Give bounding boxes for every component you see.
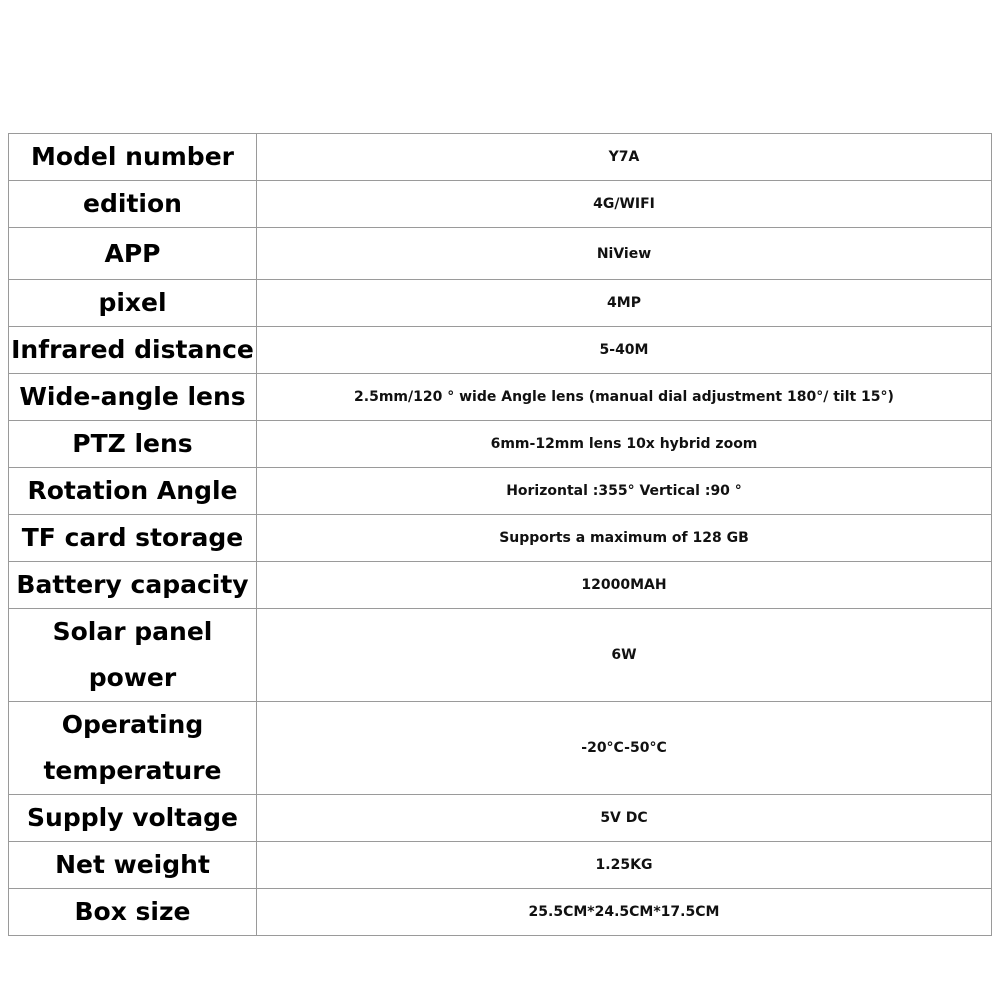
spec-label: pixel (9, 280, 257, 327)
spec-value: 2.5mm/120 ° wide Angle lens (manual dial adjustment 180°/ tilt 15°) (257, 374, 992, 421)
spec-row-battery-capacity (9, 562, 992, 609)
spec-label: Battery capacity (9, 562, 257, 609)
spec-table (8, 133, 992, 936)
spec-label: Net weight (9, 842, 257, 889)
spec-row-solar-panel-power (9, 609, 992, 702)
spec-row-supply-voltage (9, 795, 992, 842)
spec-value: 4G/WIFI (257, 181, 992, 228)
spec-label: edition (9, 181, 257, 228)
spec-value: Y7A (257, 134, 992, 181)
spec-row-rotation-angle (9, 468, 992, 515)
spec-row-ptz-lens (9, 421, 992, 468)
spec-value: 6W (257, 609, 992, 702)
spec-value: 4MP (257, 280, 992, 327)
spec-row-infrared-distance (9, 327, 992, 374)
spec-row-operating-temperature (9, 702, 992, 795)
spec-row-pixel (9, 280, 992, 327)
spec-label: Rotation Angle (9, 468, 257, 515)
spec-value: Supports a maximum of 128 GB (257, 515, 992, 562)
spec-row-net-weight (9, 842, 992, 889)
spec-row-wide-angle-lens (9, 374, 992, 421)
spec-label: Solar panel power (9, 609, 257, 702)
spec-value: -20°C-50°C (257, 702, 992, 795)
spec-label: Model number (9, 134, 257, 181)
spec-value: Horizontal :355° Vertical :90 ° (257, 468, 992, 515)
spec-value: 5-40M (257, 327, 992, 374)
spec-label: Supply voltage (9, 795, 257, 842)
spec-label: Box size (9, 889, 257, 936)
spec-label: PTZ lens (9, 421, 257, 468)
spec-row-edition (9, 181, 992, 228)
spec-row-app (9, 228, 992, 280)
spec-value: 5V DC (257, 795, 992, 842)
spec-value: 6mm-12mm lens 10x hybrid zoom (257, 421, 992, 468)
spec-label: Operating temperature (9, 702, 257, 795)
spec-value: 25.5CM*24.5CM*17.5CM (257, 889, 992, 936)
spec-label: APP (9, 228, 257, 280)
spec-label: TF card storage (9, 515, 257, 562)
spec-label: Wide-angle lens (9, 374, 257, 421)
spec-row-box-size (9, 889, 992, 936)
spec-label: Infrared distance (9, 327, 257, 374)
spec-value: 1.25KG (257, 842, 992, 889)
spec-value: 12000MAH (257, 562, 992, 609)
spec-row-model-number (9, 134, 992, 181)
spec-value: NiView (257, 228, 992, 280)
spec-row-tf-card-storage (9, 515, 992, 562)
